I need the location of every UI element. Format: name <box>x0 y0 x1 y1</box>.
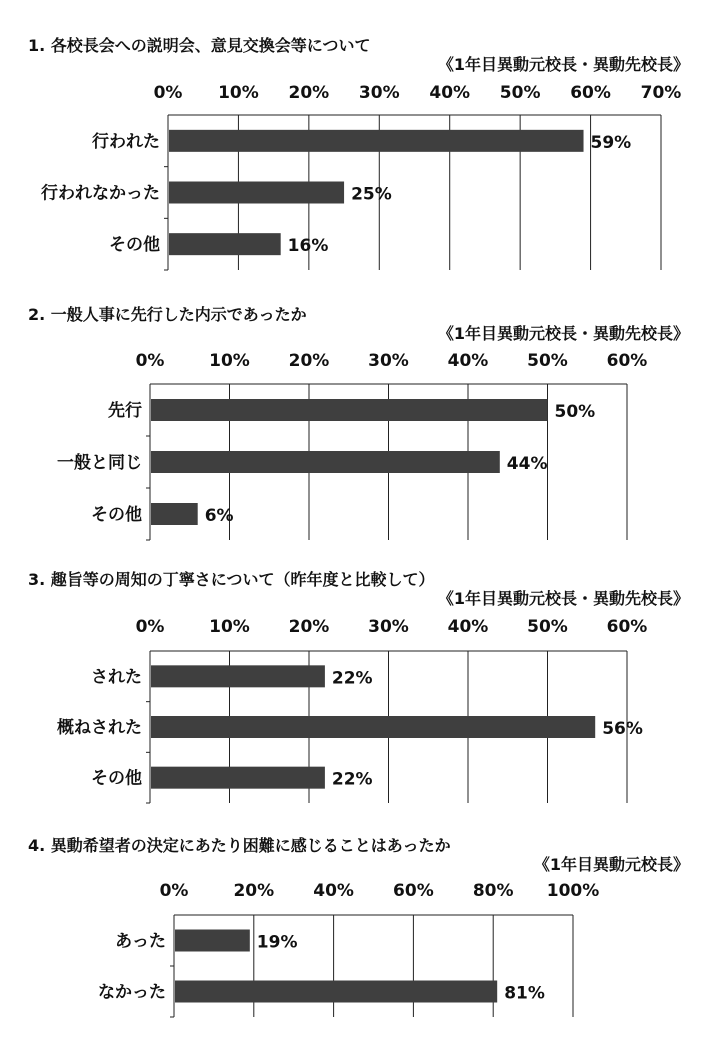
category-label: 先行 <box>108 401 142 421</box>
category-label: あった <box>115 931 166 952</box>
x-tick-label: 0% <box>159 881 189 901</box>
x-tick-label: 20% <box>288 83 330 103</box>
x-tick-label: 60% <box>606 351 648 371</box>
category-label: なかった <box>98 982 166 1003</box>
chart-subtitle: 《1年目異動元校長》 <box>533 855 689 874</box>
x-tick-label: 80% <box>472 881 514 901</box>
x-tick-label: 40% <box>429 83 471 103</box>
x-tick-label: 20% <box>288 351 330 371</box>
chart-title: 4. 異動希望者の決定にあたり困難に感じることはあったか <box>28 836 451 855</box>
x-tick-label: 0% <box>135 351 165 371</box>
x-tick-label: 30% <box>368 351 409 371</box>
x-tick-label: 0% <box>135 617 165 637</box>
bar-value-label: 22% <box>331 769 373 790</box>
chart-title: 2. 一般人事に先行した内示であったか <box>28 305 307 324</box>
bar-value-label: 44% <box>506 454 548 474</box>
category-label: された <box>91 667 142 688</box>
x-tick-label: 20% <box>233 881 275 901</box>
bar <box>175 981 497 1003</box>
bar-value-label: 25% <box>351 184 392 205</box>
chart-title: 1. 各校長会への説明会、意見交換会等について <box>28 36 371 55</box>
x-tick-label: 50% <box>499 83 541 103</box>
category-label: その他 <box>91 768 142 789</box>
x-tick-label: 100% <box>546 881 600 901</box>
category-label: その他 <box>91 505 142 525</box>
bar-value-label: 19% <box>256 932 298 953</box>
bar-value-label: 6% <box>204 506 234 526</box>
x-tick-label: 10% <box>209 351 250 371</box>
x-tick-label: 40% <box>447 351 489 371</box>
bar <box>175 930 250 952</box>
x-tick-label: 50% <box>527 617 568 637</box>
bar-value-label: 59% <box>590 132 632 153</box>
bar-value-label: 56% <box>602 719 643 739</box>
chart-title: 3. 趣旨等の周知の丁寧さについて（昨年度と比較して） <box>28 570 435 589</box>
x-tick-label: 50% <box>527 351 568 371</box>
x-tick-label: 60% <box>606 617 648 637</box>
x-tick-label: 40% <box>313 881 354 901</box>
bar-value-label: 81% <box>504 983 545 1004</box>
x-tick-label: 20% <box>288 617 330 637</box>
chart-subtitle: 《1年目異動元校長・異動先校長》 <box>437 589 689 608</box>
category-label: その他 <box>109 235 160 256</box>
bar-value-label: 16% <box>287 236 329 257</box>
x-tick-label: 60% <box>393 881 434 901</box>
bar-value-label: 50% <box>554 402 596 422</box>
x-tick-label: 70% <box>640 83 682 103</box>
x-tick-label: 10% <box>209 617 250 637</box>
x-tick-label: 30% <box>358 83 400 103</box>
chart-subtitle: 《1年目異動元校長・異動先校長》 <box>437 324 689 343</box>
x-tick-label: 0% <box>153 83 183 103</box>
chart-subtitle: 《1年目異動元校長・異動先校長》 <box>437 55 689 74</box>
category-label: 行われなかった <box>41 183 160 204</box>
category-label: 行われた <box>92 131 160 152</box>
category-label: 一般と同じ <box>57 453 142 473</box>
category-label: 概ねされた <box>57 718 142 738</box>
bar-value-label: 22% <box>331 668 373 689</box>
x-tick-label: 60% <box>570 83 611 103</box>
x-tick-label: 10% <box>218 83 259 103</box>
x-tick-label: 30% <box>368 617 409 637</box>
x-tick-label: 40% <box>447 617 489 637</box>
